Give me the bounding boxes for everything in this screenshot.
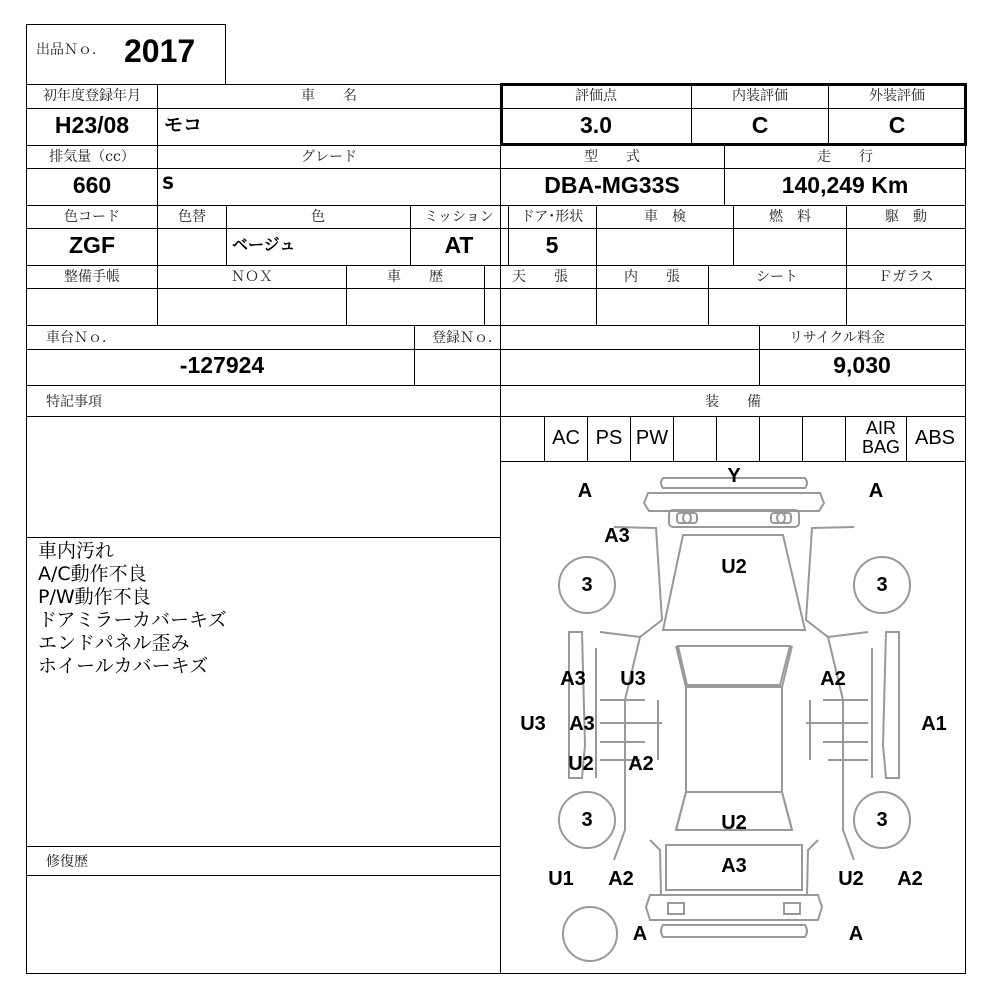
chassis-no-header: 車台Ｎｏ．	[46, 330, 116, 346]
damage-mark: U2	[721, 812, 747, 834]
remark-line: 車内汚れ	[38, 540, 115, 562]
damage-mark: U2	[568, 753, 594, 775]
inspection-header: 車 検	[644, 209, 686, 225]
damage-mark: A	[848, 923, 864, 945]
interior-score-value: C	[751, 112, 769, 138]
mileage-header: 走 行	[817, 149, 873, 165]
color-header: 色	[311, 209, 325, 225]
listing-no-label: 出品Ｎｏ．	[36, 42, 106, 58]
model-value: DBA-MG33S	[544, 172, 680, 198]
damage-mark: U2	[721, 556, 747, 578]
remark-line: エンドパネル歪み	[38, 632, 190, 654]
damage-mark: U3	[620, 668, 646, 690]
transmission-value: AT	[444, 232, 474, 258]
repair-history-header: 修復歴	[46, 854, 88, 870]
door-shape-header: ドア･形状	[520, 209, 584, 225]
damage-mark: A2	[628, 753, 654, 775]
remark-line: ドアミラーカバーキズ	[38, 609, 227, 631]
damage-mark: U1	[548, 868, 574, 890]
damage-mark: A2	[608, 868, 634, 890]
remark-line: ホイールカバーキズ	[38, 655, 209, 677]
maintenance-header: 整備手帳	[64, 269, 120, 285]
damage-mark: A	[868, 480, 884, 502]
seat-header: シート	[756, 269, 798, 285]
score-value: 3.0	[580, 112, 612, 138]
grade-value: S	[162, 174, 175, 194]
drive-header: 駆 動	[885, 209, 927, 225]
equipment-ps: PS	[595, 427, 623, 449]
damage-mark: 3	[581, 574, 593, 596]
color-value: ベージュ	[232, 235, 296, 254]
model-header: 型 式	[584, 149, 640, 165]
damage-mark: A	[632, 923, 648, 945]
score-header: 評価点	[575, 88, 617, 104]
damage-mark: U2	[838, 868, 864, 890]
sunroof-header: 天 張	[512, 269, 568, 285]
damage-mark: Y	[727, 465, 741, 487]
damage-mark: A3	[560, 668, 586, 690]
first-reg-header: 初年度登録年月	[43, 88, 141, 104]
equipment-abs: ABS	[914, 427, 956, 449]
recycle-fee-header: リサイクル料金	[788, 330, 886, 346]
car-name-header: 車 名	[301, 88, 357, 104]
equipment-header: 装 備	[705, 394, 761, 410]
interior-trim-header: 内 張	[624, 269, 680, 285]
damage-mark: A2	[897, 868, 923, 890]
displacement-value: 660	[72, 172, 112, 198]
damage-mark: A3	[604, 525, 630, 547]
equipment-pw: PW	[635, 427, 669, 449]
remark-line: A/C動作不良	[38, 563, 147, 585]
damage-mark: A3	[569, 713, 595, 735]
nox-header: ＮＯＸ	[231, 269, 273, 285]
car-name-value: モコ	[164, 114, 203, 136]
mileage-value: 140,249 Km	[781, 172, 909, 198]
damage-mark: 3	[581, 809, 593, 831]
listing-no-value: 2017	[124, 33, 196, 69]
history-header: 車 歴	[387, 269, 443, 285]
transmission-header: ミッション	[424, 209, 494, 225]
recycle-fee-value: 9,030	[833, 352, 891, 378]
first-reg-value: H23/08	[54, 112, 130, 138]
damage-mark: U3	[520, 713, 546, 735]
damage-mark: 3	[876, 809, 888, 831]
damage-mark: A1	[921, 713, 947, 735]
chassis-no-value: -127924	[179, 352, 265, 378]
remark-line: P/W動作不良	[38, 586, 151, 608]
exterior-score-value: C	[888, 112, 906, 138]
equipment-ac: AC	[552, 427, 580, 449]
damage-mark: 3	[876, 574, 888, 596]
equipment-airbag: AIR BAG	[861, 418, 900, 457]
color-code-header: 色コード	[64, 209, 120, 225]
interior-score-header: 内装評価	[732, 88, 788, 104]
f-glass-header: Ｆガラス	[878, 269, 934, 285]
damage-mark: A	[577, 480, 593, 502]
color-code-value: ZGF	[69, 232, 115, 258]
damage-mark: A2	[820, 668, 846, 690]
displacement-header: 排気量（cc）	[49, 149, 135, 165]
grade-header: グレード	[301, 149, 357, 165]
door-shape-value: 5	[545, 232, 559, 258]
color-change-header: 色替	[178, 209, 206, 225]
registration-no-header: 登録Ｎｏ．	[432, 330, 502, 346]
damage-mark: A3	[721, 855, 747, 877]
exterior-score-header: 外装評価	[869, 88, 925, 104]
fuel-header: 燃 料	[769, 209, 811, 225]
remarks-header: 特記事項	[46, 394, 102, 410]
